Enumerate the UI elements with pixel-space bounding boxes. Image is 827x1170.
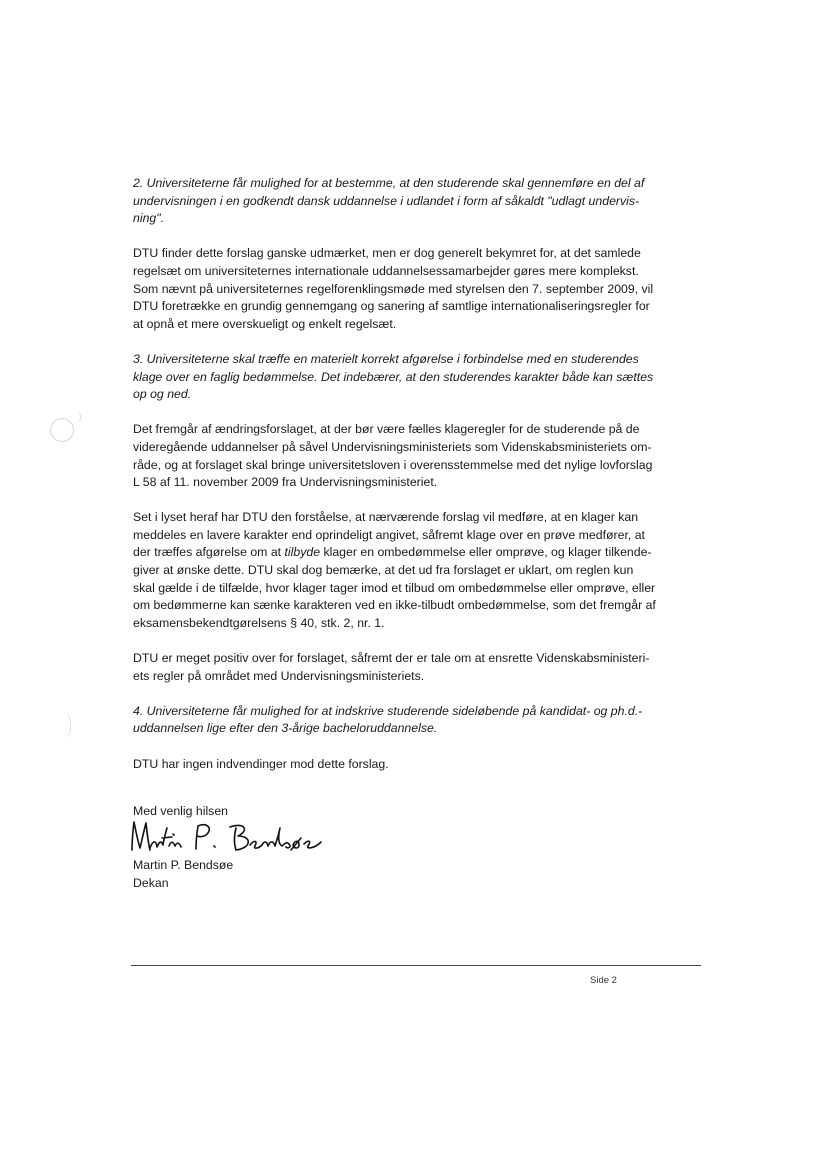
text-line: op og ned. — [133, 387, 192, 402]
text-line: ning". — [133, 211, 165, 226]
signer-title: Dekan — [133, 875, 169, 890]
paragraph-response-4 — [133, 756, 701, 774]
text-line: råde, og at forslaget skal bringe universitetsloven i overensstemmelse med det nylige lovforslag — [133, 457, 653, 472]
text-line: meddeles en lavere karakter end oprindeligt angivet, såfremt klage over en prøve medfører, at — [133, 527, 645, 542]
text-line: undervisningen i en godkendt dansk uddannelse i udlandet i form af såkaldt "udlagt undervis- — [133, 193, 640, 208]
paragraph-response-3b — [133, 509, 701, 632]
text-line: DTU finder dette forslag ganske udmærket, men er dog generelt bekymret for, at det samlede — [133, 246, 641, 261]
text-line: skal gælde i de tilfælde, hvor klager tager imod et tilbud om ombedømmelse eller omprøve, eller — [133, 580, 656, 595]
paragraph-proposal-2 — [133, 175, 701, 228]
scan-artifact-mark — [74, 410, 81, 424]
signature-stroke — [132, 822, 150, 850]
signature-stroke — [173, 834, 174, 835]
text-line: at opnå et mere overskueligt og enkelt regelsæt. — [133, 316, 397, 331]
letter-body — [133, 175, 701, 791]
punch-hole-mark — [50, 418, 74, 442]
signature-stroke — [196, 825, 209, 849]
text-line: videregående uddannelser på såvel Undervisningsministeriets som Videnskabsministeriets om- — [133, 439, 652, 454]
text-line: DTU foretrække en grundig gennemgang og sanering af samtlige internationaliseringsregler for — [133, 299, 650, 314]
signature-stroke — [214, 846, 215, 847]
closing-salutation: Med venlig hilsen — [133, 804, 229, 818]
paragraph-proposal-3 — [133, 351, 701, 404]
text-line: uddannelsen lige efter den 3-årige bacheloruddannelse. — [133, 721, 438, 736]
text-line: ets regler på området med Undervisningsministeriets. — [133, 668, 425, 683]
signer-name: Martin P. Bendsøe — [133, 858, 234, 872]
text-line: der træffes afgørelse om at tilbyde klager en ombedømmelse eller omprøve, og klager tilkende- — [133, 545, 652, 560]
signature-stroke — [250, 828, 321, 850]
text-line: Som nævnt på universiteternes regelforenklingsmøde med styrelsen den 7. september 2009, vil — [133, 281, 654, 296]
text-line: DTU har ingen indvendinger mod dette forslag. — [133, 756, 389, 771]
text-line: klage over en faglig bedømmelse. Det indebærer, at den studerendes karakter både kan sættes — [133, 369, 654, 384]
page-number: Side 2 — [590, 975, 617, 986]
text-line: 2. Universiteterne får mulighed for at bestemme, at den studerende skal gennemføre en del af — [133, 176, 645, 190]
signature-stroke — [230, 825, 248, 850]
text-line: om bedømmerne kan sænke karakteren ved en ikke-tilbudt ombedømmelse, som det fremgår af — [133, 598, 656, 613]
text-line: Det fremgår af ændringsforslaget, at der bør være fælles klageregler for de studerende på de — [133, 422, 640, 437]
emphasis-text: tilbyde — [284, 545, 321, 560]
footer-divider — [131, 965, 701, 966]
signature-stroke — [150, 828, 181, 848]
paragraph-response-3a — [133, 421, 701, 491]
scan-artifact-mark — [62, 712, 71, 738]
text-line: DTU er meget positiv over for forslaget, såfremt der er tale om at ensrette Videnskabsministeri- — [133, 651, 650, 666]
text-line: eksamensbekendtgørelsens § 40, stk. 2, nr. 1. — [133, 615, 385, 630]
text-line: giver at ønske dette. DTU skal dog bemærke, at det ud fra forslaget er uklart, om reglen kun — [133, 563, 634, 578]
paragraph-proposal-4 — [133, 703, 701, 738]
paragraph-response-3c — [133, 650, 701, 685]
signer-block — [133, 857, 233, 892]
paragraph-response-2 — [133, 245, 701, 333]
text-line: 4. Universiteterne får mulighed for at indskrive studerende sideløbende på kandidat- og ph.d.- — [133, 703, 643, 718]
text-line: 3. Universiteterne skal træffe en materielt korrekt afgørelse i forbindelse med en studerendes — [133, 351, 639, 366]
text-line: L 58 af 11. november 2009 fra Undervisningsministeriet. — [133, 475, 438, 490]
text-line: Set i lyset heraf har DTU den forståelse, at nærværende forslag vil medføre, at en klager kan — [133, 510, 639, 525]
handwritten-signature — [126, 818, 326, 860]
text-line: regelsæt om universiteternes internationale uddannelsessamarbejder gøres mere komplekst. — [133, 263, 639, 278]
